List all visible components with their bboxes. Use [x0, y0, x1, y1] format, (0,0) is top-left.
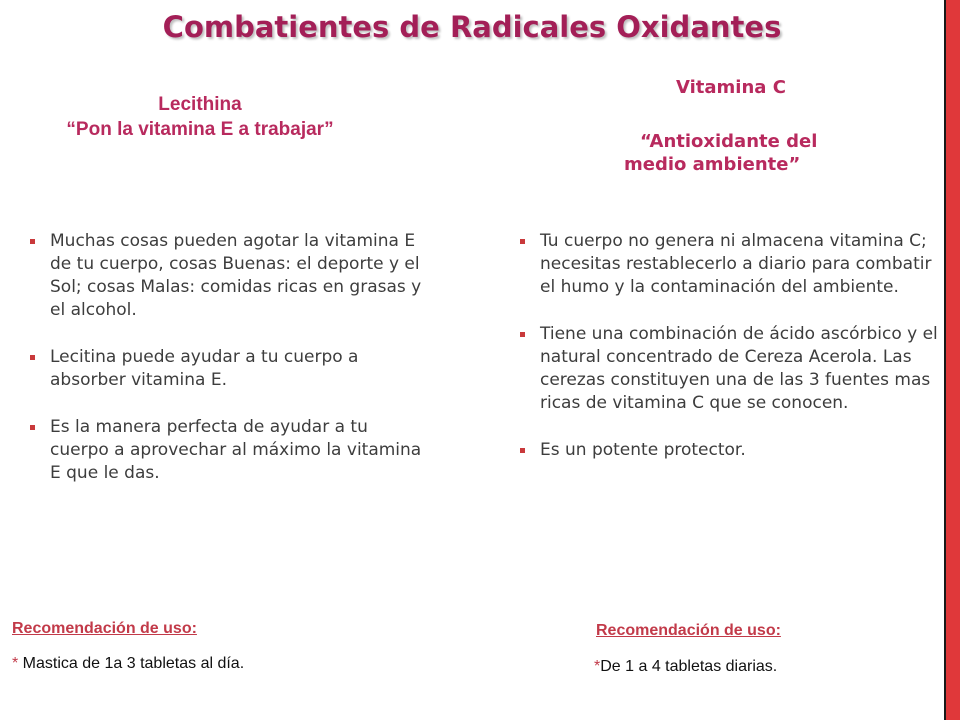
- bullet-text: Es la manera perfecta de ayudar a tu cuerpo a aprovechar al máximo la vitamina E que le das.: [50, 417, 422, 483]
- bullet-square-icon: [520, 239, 525, 244]
- list-item: [30, 346, 430, 392]
- bullet-square-icon: [30, 239, 35, 244]
- bullet-text: Es un potente protector.: [540, 440, 746, 460]
- right-heading-product: Vitamina C: [676, 77, 786, 98]
- right-heading-tagline-line2: medio ambiente”: [624, 154, 801, 175]
- page-title: Combatientes de Radicales Oxidantes: [162, 10, 782, 44]
- bullet-square-icon: [520, 448, 525, 453]
- sidebar-red-strip: [946, 0, 960, 720]
- left-heading: [0, 92, 400, 142]
- list-item: [520, 230, 940, 299]
- left-heading-product: Lecithina: [158, 94, 242, 115]
- left-bullet-list: [30, 230, 430, 485]
- right-recommendation-text: [594, 658, 777, 676]
- list-item: [30, 230, 430, 322]
- left-recommendation-text: [12, 655, 244, 673]
- left-recommendation-label: Recomendación de uso:: [12, 620, 197, 637]
- bullet-square-icon: [520, 332, 525, 337]
- right-bullet-list: [520, 230, 940, 462]
- bullet-text: Tiene una combinación de ácido ascórbico y el natural concentrado de Cereza Acerola. Las cerezas constituyen una de las 3 fuentes mas ricas de vitamina C que se conocen.: [540, 324, 938, 413]
- bullet-text: Muchas cosas pueden agotar la vitamina E de tu cuerpo, cosas Buenas: el deporte y el Sol; cosas Malas: comidas ricas en grasas y el alcohol.: [50, 231, 422, 320]
- recommendation-dosage: De 1 a 4 tabletas diarias.: [600, 658, 778, 675]
- list-item: [30, 416, 430, 485]
- list-item: [520, 323, 940, 415]
- right-recommendation-label: Recomendación de uso:: [596, 622, 781, 639]
- recommendation-dosage: Mastica de 1a 3 tabletas al día.: [18, 655, 245, 672]
- right-heading-tagline-line1: “Antioxidante del: [640, 131, 818, 152]
- bullet-square-icon: [30, 355, 35, 360]
- bullet-text: Tu cuerpo no genera ni almacena vitamina C; necesitas restablecerlo a diario para combatir el humo y la contaminación del ambiente.: [540, 231, 932, 297]
- asterisk: *: [594, 658, 601, 675]
- asterisk: *: [12, 655, 19, 672]
- bullet-text: Lecitina puede ayudar a tu cuerpo a absorber vitamina E.: [50, 347, 359, 390]
- list-item: [520, 439, 940, 462]
- left-heading-tagline: “Pon la vitamina E a trabajar”: [66, 119, 334, 140]
- bullet-square-icon: [30, 425, 35, 430]
